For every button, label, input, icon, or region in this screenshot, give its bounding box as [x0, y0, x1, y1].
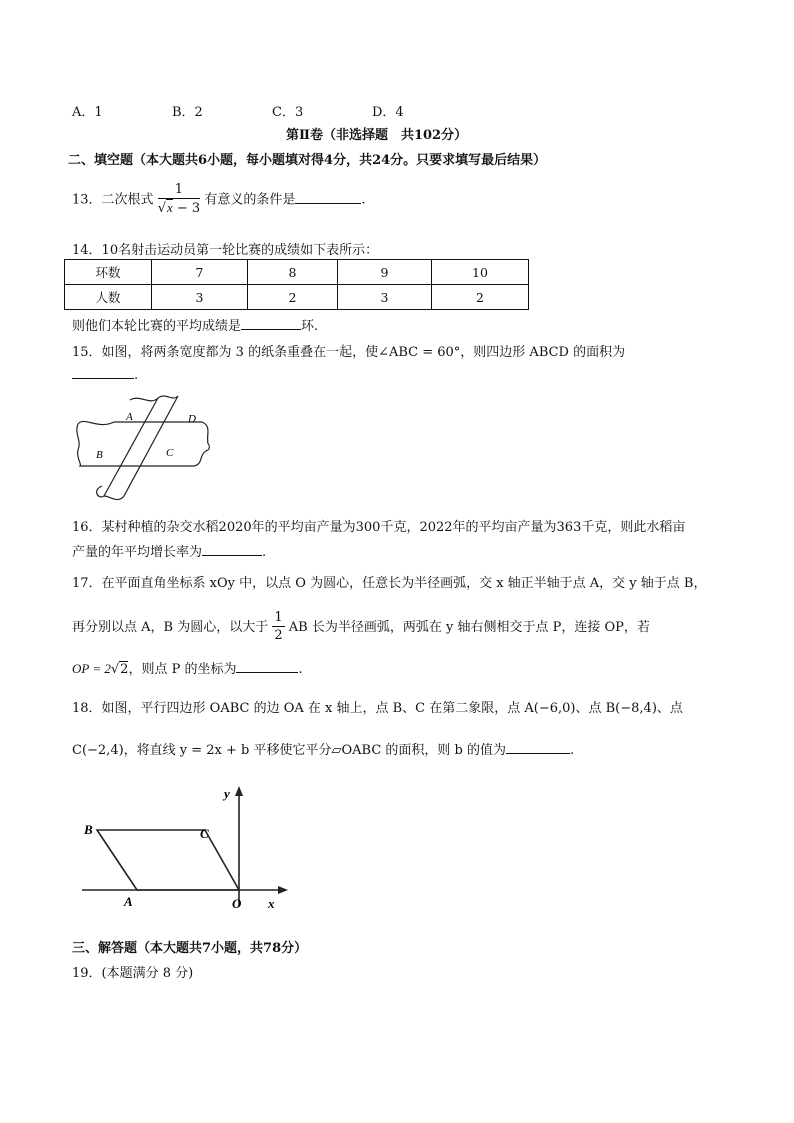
q15-line1: 15．如图，将两条宽度都为 3 的纸条重叠在一起，使∠ABC = 60°，则四边形 ABCD 的面积为 — [72, 345, 626, 360]
q17-line3-radicand: 2 — [120, 662, 129, 677]
question-19: 19．(本题满分 8 分) — [72, 966, 194, 981]
label-b: B — [84, 822, 93, 837]
q13-denominator: √x − 3 — [157, 200, 201, 216]
label-d: D — [188, 413, 196, 425]
choice-b: B．2 — [172, 105, 203, 120]
parallelogram-oabc — [97, 830, 239, 890]
label-b: B — [96, 449, 103, 461]
section3-heading: 三、解答题（本大题共7小题，共78分） — [72, 941, 308, 956]
q13-prefix: 13．二次根式 — [72, 192, 154, 208]
q17-half-den: 2 — [274, 628, 283, 643]
choice-a: A．1 — [72, 105, 103, 120]
q13-minus: − 3 — [172, 201, 201, 216]
label-a: A — [124, 894, 133, 909]
q18-answer-blank — [506, 741, 570, 754]
table-row — [65, 285, 529, 310]
q17-line3: OP = 2√2，则点 P 的坐标为 . — [72, 661, 303, 677]
label-y: y — [224, 786, 230, 801]
y-axis-arrow — [235, 786, 243, 796]
q14-after — [72, 315, 318, 334]
table-cell: 人数 — [65, 285, 152, 310]
q18-end: . — [570, 743, 575, 758]
table-cell: 10 — [432, 260, 529, 285]
choice-c: C．3 — [272, 105, 304, 120]
choice-d: D．4 — [372, 105, 404, 120]
q14-answer-blank — [241, 317, 301, 330]
score-table — [64, 259, 529, 310]
q13-fraction — [158, 182, 201, 218]
q13-radicand: x — [166, 200, 173, 215]
q13-numerator: 1 — [158, 182, 201, 199]
q18-line1: 18．如图，平行四边形 OABC 的边 OA 在 x 轴上，点 B、C 在第二象限，点 A(−6,0)、点 B(−8,4)、点 — [72, 701, 683, 716]
table-cell: 2 — [432, 285, 529, 310]
table-cell: 环数 — [65, 260, 152, 285]
part2-title: 第Ⅱ卷（非选择题 共102分） — [286, 128, 468, 143]
q17-line2 — [72, 610, 650, 645]
q17-half-fraction — [272, 610, 284, 645]
q17-line2-prefix: 再分别以点 A，B 为圆心，以大于 — [72, 620, 269, 635]
q17-line1: 17．在平面直角坐标系 xOy 中，以点 O 为圆心，任意长为半径画弧，交 x 轴正半轴于点 A，交 y 轴于点 B， — [72, 576, 707, 591]
table-cell: 8 — [248, 260, 338, 285]
q14-after-suffix: 环. — [301, 319, 319, 334]
table-row — [65, 260, 529, 285]
paper-strips-figure — [74, 392, 214, 504]
table-cell: 3 — [152, 285, 248, 310]
table-cell: 3 — [338, 285, 432, 310]
table-cell: 2 — [248, 285, 338, 310]
label-o: O — [232, 896, 242, 911]
q14-after-prefix: 则他们本轮比赛的平均成绩是 — [72, 319, 242, 334]
q15-line2 — [72, 366, 138, 383]
table-cell: 9 — [338, 260, 432, 285]
label-x: x — [268, 896, 275, 911]
q17-end: . — [298, 662, 303, 677]
section2-heading: 二、填空题（本大题共6小题，每小题填对得4分，共24分。只要求填写最后结果） — [68, 153, 547, 168]
q18-line2-prefix: C(−2,4)，将直线 y = 2x + b 平移使它平分▱OABC 的面积，则 b 的值为 — [72, 743, 507, 758]
q15-answer-blank — [72, 366, 134, 379]
q16-answer-blank — [202, 543, 262, 556]
question-13 — [72, 182, 366, 218]
x-axis-arrow — [278, 886, 288, 894]
q17-line3-suffix: ，则点 P 的坐标为 — [128, 662, 237, 677]
label-c: C — [200, 826, 209, 841]
q13-answer-blank — [295, 191, 361, 204]
label-a: A — [126, 411, 133, 423]
q17-line3-prefix: OP = 2 — [72, 661, 111, 676]
q18-line2 — [72, 739, 574, 758]
q13-suffix: 有意义的条件是 — [204, 192, 296, 208]
q13-end: . — [361, 192, 366, 208]
q16-line1: 16．某村种植的杂交水稻2020年的平均亩产量为300千克，2022年的平均亩产量为363千克，则此水稻亩 — [72, 520, 686, 535]
table-cell: 7 — [152, 260, 248, 285]
q16-line2-prefix: 产量的年平均增长率为 — [72, 545, 203, 560]
q14-stem: 14．10名射击运动员第一轮比赛的成绩如下表所示： — [72, 243, 379, 258]
parallelogram-figure — [78, 784, 294, 912]
q17-line2-suffix: AB 长为半径画弧，两弧在 y 轴右侧相交于点 P，连接 OP，若 — [288, 620, 650, 635]
label-c: C — [166, 447, 174, 459]
q16-line2 — [72, 541, 266, 560]
q17-answer-blank — [236, 660, 298, 673]
q15-end: . — [134, 368, 139, 383]
q17-half-num: 1 — [274, 610, 283, 625]
q16-end: . — [262, 545, 267, 560]
